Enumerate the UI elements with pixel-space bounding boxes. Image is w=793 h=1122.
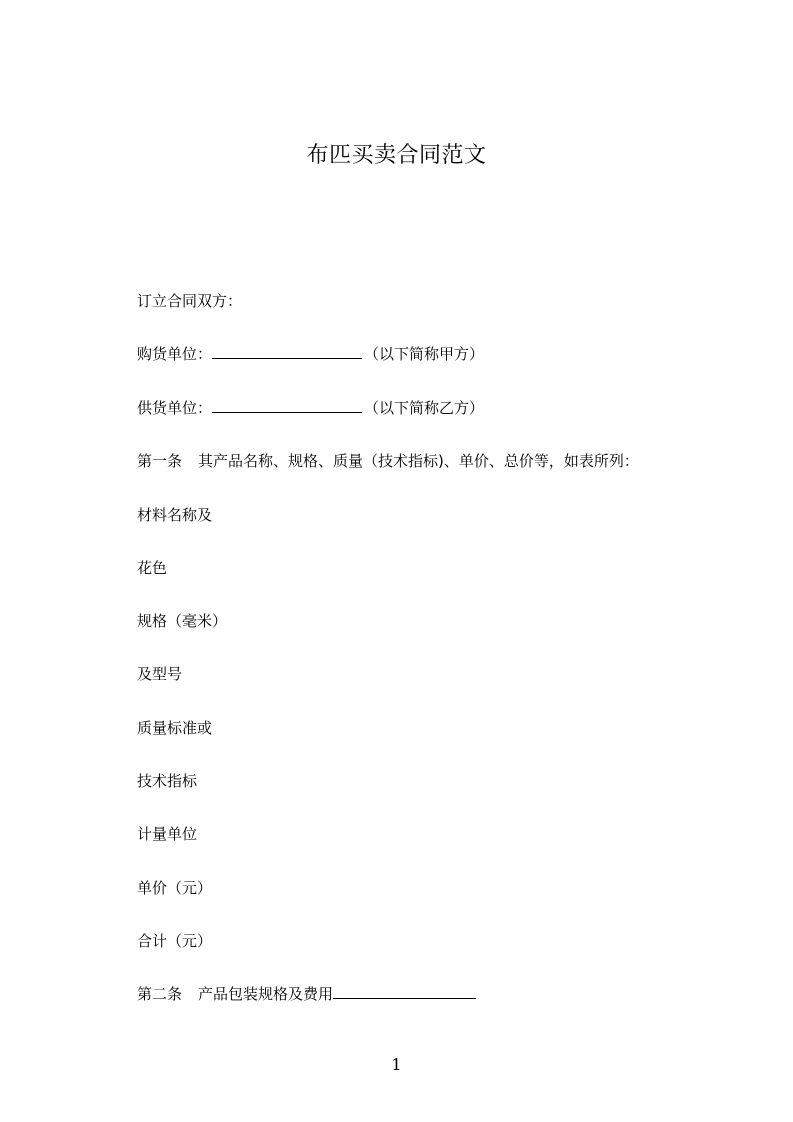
- buyer-name-blank: [212, 344, 362, 359]
- table-field-model: 及型号: [137, 665, 183, 683]
- article-2-number: 第二条: [137, 985, 183, 1003]
- article-2-text: 产品包装规格及费用: [198, 985, 334, 1003]
- table-field-total: 合计（元）: [137, 932, 213, 950]
- seller-suffix: （以下简称乙方）: [364, 399, 485, 417]
- table-field-quality-standard: 质量标准或: [137, 719, 213, 737]
- buyer-suffix: （以下简称甲方）: [364, 345, 485, 363]
- article-2: [137, 983, 478, 1005]
- page-number: 1: [391, 1055, 402, 1074]
- table-field-material-name: 材料名称及: [137, 506, 213, 524]
- table-field-spec: 规格（毫米）: [137, 612, 228, 630]
- document-title: 布匹买卖合同范文: [306, 143, 487, 168]
- buyer-label: 购货单位：: [137, 345, 213, 363]
- table-field-unit-price: 单价（元）: [137, 879, 213, 897]
- article-1-text: 其产品名称、规格、质量（技术指标)、单价、总价等，如表所列：: [198, 452, 639, 470]
- parties-heading: 订立合同双方：: [137, 292, 243, 310]
- table-field-technical-index: 技术指标: [137, 772, 198, 790]
- seller-line: [137, 397, 484, 419]
- table-field-unit: 计量单位: [137, 825, 198, 843]
- table-field-color: 花色: [137, 559, 168, 577]
- seller-label: 供货单位：: [137, 399, 213, 417]
- article-1: [137, 450, 639, 472]
- buyer-line: [137, 343, 484, 365]
- article-1-number: 第一条: [137, 452, 183, 470]
- seller-name-blank: [212, 398, 362, 413]
- packaging-cost-blank: [333, 984, 476, 999]
